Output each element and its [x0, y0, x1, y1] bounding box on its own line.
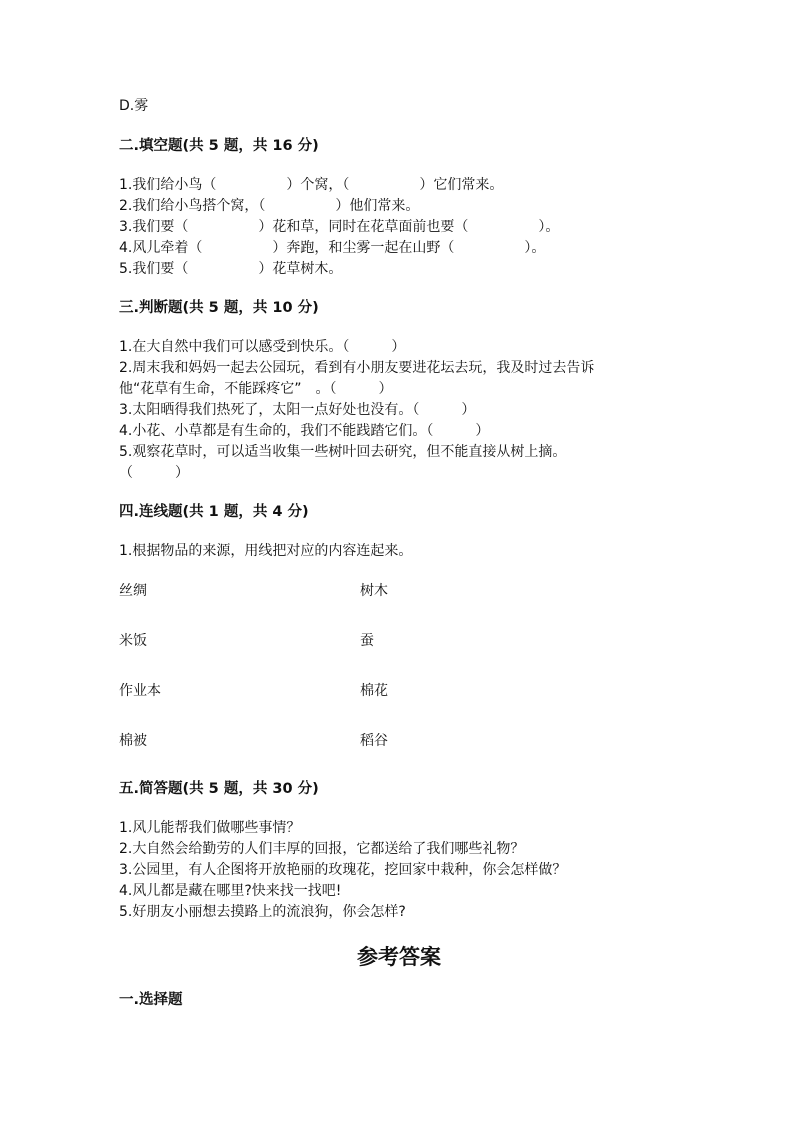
answer-key-title: 参考答案: [357, 944, 441, 969]
short-answer-item: 5.好朋友小丽想去摸路上的流浪狗，你会怎样?: [119, 904, 406, 920]
matching-section-title: 四.连线题(共 1 题，共 4 分): [119, 504, 309, 520]
matching-row: [119, 681, 679, 731]
matching-table: [119, 581, 679, 781]
matching-left-item: 米饭: [119, 633, 147, 649]
true-false-section-title: 三.判断题(共 5 题，共 10 分): [119, 300, 319, 316]
matching-right-item: 蚕: [360, 633, 374, 649]
fill-blank-list: [119, 175, 559, 280]
fill-blank-item: 2.我们给小鸟搭个窝，（ ）他们常来。: [119, 198, 420, 214]
short-answer-item: 4.风儿都是藏在哪里?快来找一找吧!: [119, 883, 342, 899]
true-false-item: 5.观察花草时，可以适当收集一些树叶回去研究，但不能直接从树上摘。: [119, 444, 567, 460]
short-answer-section-title: 五.简答题(共 5 题，共 30 分): [119, 781, 319, 797]
matching-left-item: 作业本: [119, 683, 161, 699]
fill-blank-item: 3.我们要（ ）花和草，同时在花草面前也要（ ）。: [119, 219, 560, 235]
matching-right-item: 稻谷: [360, 733, 388, 749]
fill-blank-item: 5.我们要（ ）花草树木。: [119, 261, 343, 277]
fill-blank-section-title: 二.填空题(共 5 题，共 16 分): [119, 138, 319, 154]
true-false-item-continued: 他“花草有生命，不能踩疼它” 。（ ）: [119, 381, 393, 397]
matching-row: [119, 581, 679, 631]
true-false-item: 4.小花、小草都是有生命的，我们不能践踏它们。（ ）: [119, 423, 490, 439]
matching-right-item: 树木: [360, 583, 388, 599]
true-false-list: [119, 337, 594, 484]
fill-blank-item: 4.风儿牵着（ ）奔跑，和尘雾一起在山野（ ）。: [119, 240, 546, 256]
true-false-item: 2.周末我和妈妈一起去公园玩，看到有小朋友要进花坛去玩，我及时过去告诉: [119, 360, 595, 376]
matching-question: 1.根据物品的来源，用线把对应的内容连起来。: [119, 543, 413, 559]
answer-choice-section-title: 一.选择题: [119, 992, 183, 1008]
matching-left-item: 棉被: [119, 733, 147, 749]
matching-row: [119, 631, 679, 681]
choice-option-d: D.雾: [119, 98, 149, 114]
short-answer-item: 3.公园里，有人企图将开放艳丽的玫瑰花，挖回家中栽种，你会怎样做？: [119, 862, 567, 878]
true-false-item-continued: （ ）: [119, 465, 189, 481]
matching-left-item: 丝绸: [119, 583, 147, 599]
true-false-item: 3.太阳晒得我们热死了，太阳一点好处也没有。（ ）: [119, 402, 476, 418]
matching-row: [119, 731, 679, 781]
matching-right-item: 棉花: [360, 683, 388, 699]
short-answer-list: [119, 818, 566, 923]
true-false-item: 1.在大自然中我们可以感受到快乐。（ ）: [119, 339, 406, 355]
short-answer-item: 1.风儿能帮我们做哪些事情？: [119, 820, 301, 836]
fill-blank-item: 1.我们给小鸟（ ）个窝，（ ）它们常来。: [119, 177, 504, 193]
short-answer-item: 2.大自然会给勤劳的人们丰厚的回报，它都送给了我们哪些礼物？: [119, 841, 525, 857]
